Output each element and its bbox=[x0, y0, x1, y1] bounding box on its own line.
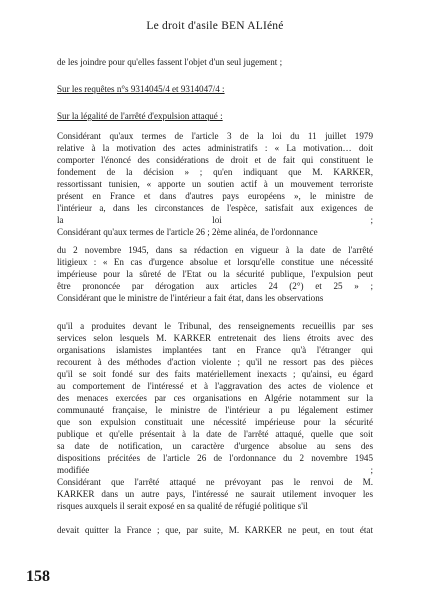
body-line: recourent à des méthodes d'action violente ; qu'il ne ressort pas des pièces bbox=[57, 357, 373, 367]
body-line: de les joindre pour qu'elles fassent l'objet d'un seul jugement ; bbox=[57, 57, 283, 67]
body-line: Considérant que le ministre de l'intérieur a fait état, dans les observations bbox=[57, 293, 324, 303]
body-line: des menaces exercées par ces organisations en Algérie notamment sur la bbox=[57, 393, 373, 403]
body-line: qu'il se soit fondé sur des faits matériellement inexacts ; qu'ainsi, eu égard bbox=[57, 369, 373, 379]
body-line: du 2 novembre 1945, dans sa rédaction en vigueur à la date de l'arrêté bbox=[57, 245, 373, 255]
body-line: communauté française, le ministre de l'intérieur a pu légalement estimer bbox=[57, 405, 373, 415]
body-line: comporter l'énoncé des considérations de droit et de fait qui constituent le bbox=[57, 155, 373, 165]
body-line: services selon lesquels M. KARKER entretenait des liens étroits avec des bbox=[57, 333, 373, 343]
body-line: que son expulsion constituait une nécessité impérieuse pour la sécurité bbox=[57, 417, 373, 427]
body-line: sa date de notification, un caractère d'urgence absolue au sens des bbox=[57, 441, 373, 451]
body-line: l'intérieur a, dans les circonstances de l'espèce, satisfait aux exigences de bbox=[57, 203, 373, 213]
body-line: Considérant qu'aux termes de l'article 26 ; 2ème alinéa, de l'ordonnance bbox=[57, 227, 318, 237]
body-line: devait quitter la France ; que, par suite, M. KARKER ne peut, en tout état bbox=[57, 525, 373, 535]
section-heading: Sur la légalité de l'arrêté d'expulsion attaqué : bbox=[57, 111, 223, 121]
running-header: Le droit d'asile BEN ALIéné bbox=[146, 20, 284, 32]
body-line: organisations islamistes implantées tant en France qu'à l'étranger qui bbox=[57, 345, 373, 355]
page-number: 158 bbox=[26, 568, 50, 585]
body-line: relative à la motivation des actes administratifs : « La motivation… doit bbox=[57, 143, 373, 153]
body-line: dispositions précitées de l'article 26 de l'ordonnance du 2 novembre 1945 bbox=[57, 453, 373, 463]
body-line: risques auxquels il serait exposé en sa qualité de réfugié politique s'il bbox=[57, 501, 308, 511]
body-line: fondement de la décision » ; qu'en indiquant que M. KARKER, bbox=[57, 167, 373, 177]
body-line: qu'il a produites devant le Tribunal, des renseignements recueillis par ses bbox=[57, 321, 373, 331]
body-line: la loi ; bbox=[57, 215, 373, 225]
body-line: ressortissant tunisien, « apporte un soutien actif à un mouvement terroriste bbox=[57, 179, 373, 189]
body-line: être prononcée par dérogation aux articles 24 (2°) et 25 » ; bbox=[57, 281, 373, 291]
body-line: publique et qu'elle présentait à la date de l'arrêté attaqué, quelle que soit bbox=[57, 429, 373, 439]
body-line: présent en France et dans d'autres pays européens », le ministre de bbox=[57, 191, 373, 201]
body-line: impérieuse pour la sûreté de l'Etat ou la sécurité publique, l'expulsion peut bbox=[57, 269, 373, 279]
body-line: Considérant qu'aux termes de l'article 3 de la loi du 11 juillet 1979 bbox=[57, 131, 373, 141]
body-line: KARKER dans un autre pays, l'intéressé ne saurait utilement invoquer les bbox=[57, 489, 373, 499]
body-line: au comportement de l'intéressé et à l'aggravation des actes de violence et bbox=[57, 381, 373, 391]
body-line: litigieux : « En cas d'urgence absolue et lorsqu'elle constitue une nécessité bbox=[57, 257, 373, 267]
section-heading: Sur les requêtes n°s 9314045/4 et 9314047/4 : bbox=[57, 84, 225, 94]
body-line: Considérant que l'arrêté attaqué ne prévoyant pas le renvoi de M. bbox=[57, 477, 373, 487]
body-line: modifiée ; bbox=[57, 465, 373, 475]
